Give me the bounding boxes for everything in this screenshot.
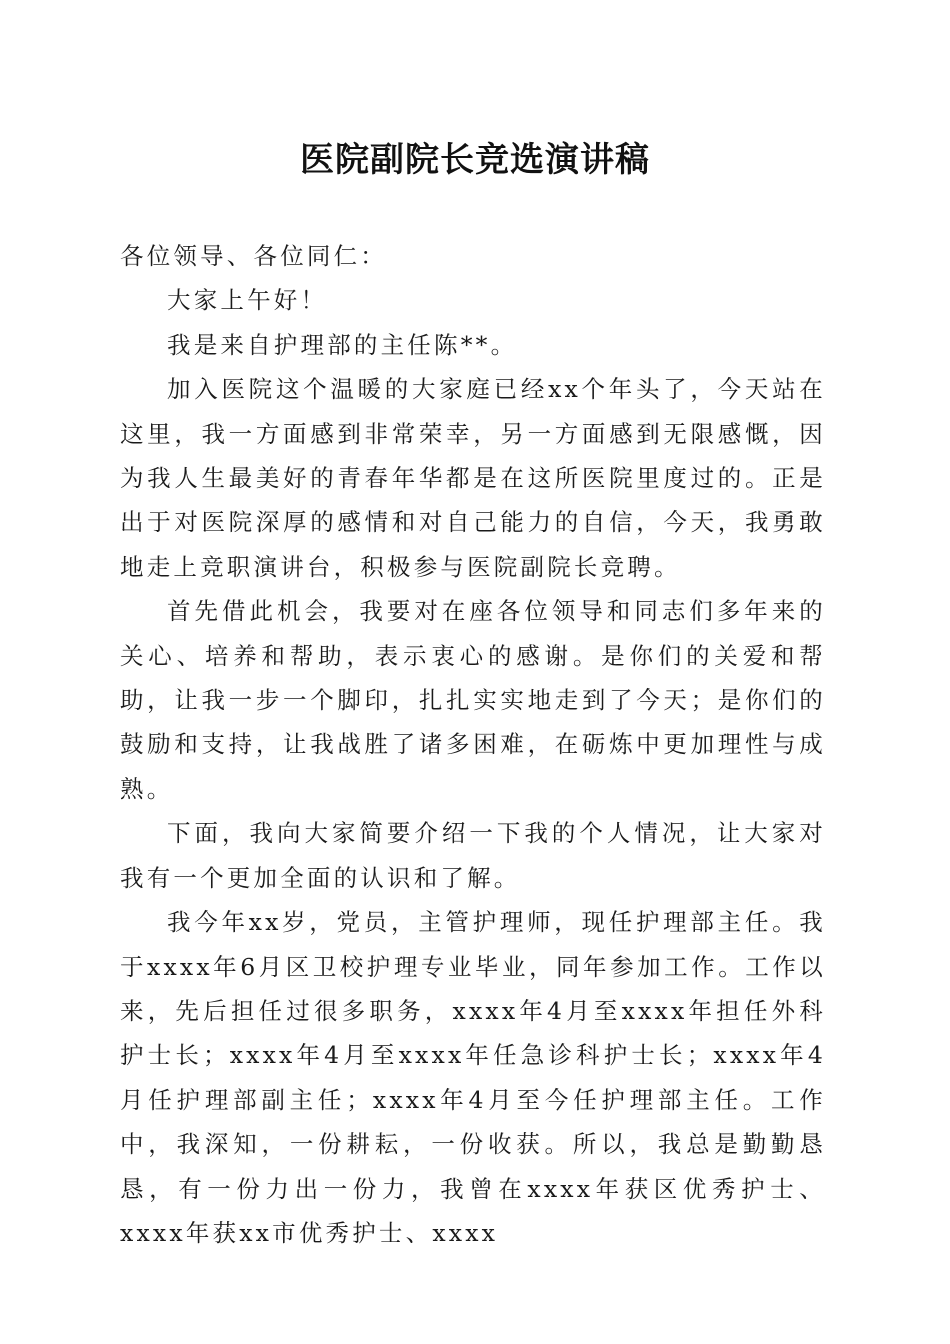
paragraph-greeting: 大家上午好！ xyxy=(167,286,328,315)
paragraph-transition: 下面，我向大家简要介绍一下我的个人情况，让大家对我有一个更加全面的认识和了解。 xyxy=(120,819,826,892)
paragraph-thanks: 首先借此机会，我要对在座各位领导和同志们多年来的关心、培养和帮助，表示衷心的感谢。是你们的关爱和帮助，让我一步一个脚印，扎扎实实地走到了今天；是你们的鼓励和支持，让我战胜了诸多困难，在砺炼中更加理性与成熟。 xyxy=(120,597,826,803)
paragraph-motivation: 加入医院这个温暖的大家庭已经xx个年头了，今天站在这里，我一方面感到非常荣幸，另一方面感到无限感慨，因为我人生最美好的青春年华都是在这所医院里度过的。正是出于对医院深厚的感情和对自己能力的自信，今天，我勇敢地走上竞职演讲台，积极参与医院副院长竞聘。 xyxy=(120,375,826,581)
salutation: 各位领导、各位同仁： xyxy=(120,242,387,270)
document-title: 医院副院长竞选演讲稿 xyxy=(300,140,650,180)
paragraph-personal-background: 我今年xx岁，党员，主管护理师，现任护理部主任。我于xxxx年6月区卫校护理专业毕业，同年参加工作。工作以来，先后担任过很多职务，xxxx年4月至xxxx年担任外科护士长；xxxx年4月至xxxx年任急诊科护士长；xxxx年4月任护理部副主任；xxxx年4月至今任护理部主任。工作中，我深知，一份耕耘，一份收获。所以，我总是勤勤恳恳，有一份力出一份力，我曾在xxxx年获区优秀护士、xxxx年获xx市优秀护士、xxxx xyxy=(120,908,826,1247)
document-body xyxy=(120,234,826,1255)
paragraph-self-introduction: 我是来自护理部的主任陈**。 xyxy=(167,330,518,359)
